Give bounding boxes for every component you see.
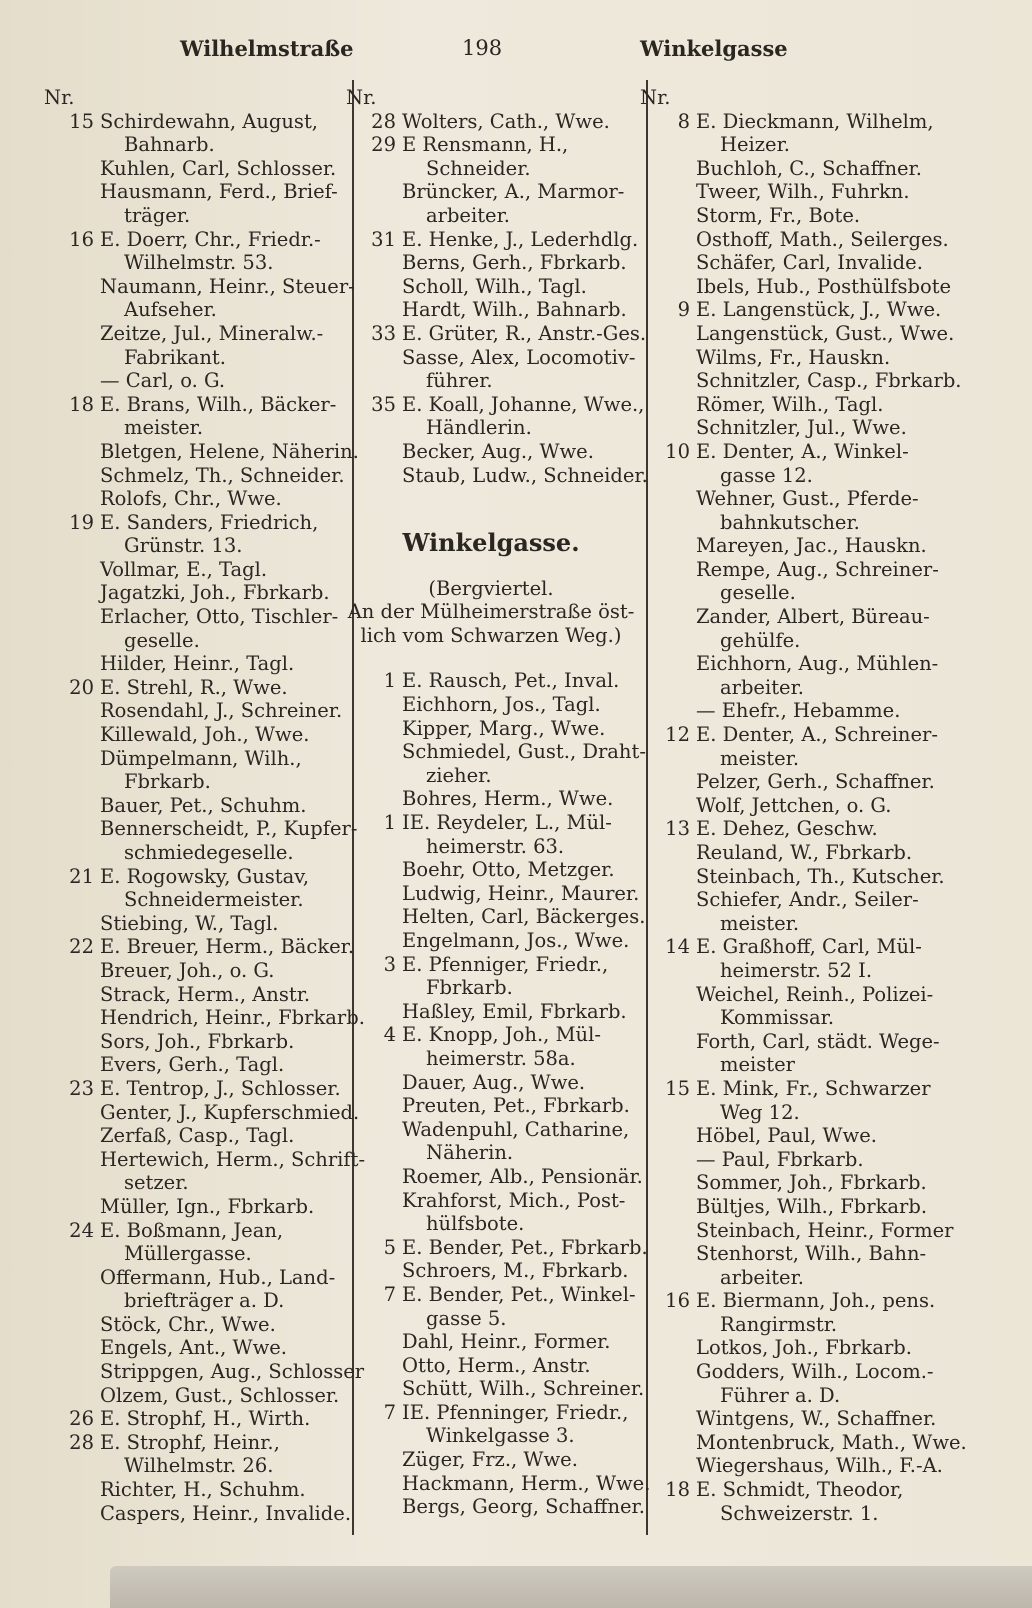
entry-text: E. Denter, A., Schreiner- [696, 723, 938, 747]
house-number: 7 [383, 1282, 396, 1306]
entry-continuation: Heizer. [720, 133, 790, 157]
entry-text: IE. Reydeler, L., Mül- [402, 811, 612, 835]
resident-entry: Dümpelmann, Wilh., [100, 746, 302, 770]
resident-entry: Lotkos, Joh., Fbrkarb. [696, 1336, 912, 1360]
entry-continuation: geselle. [720, 581, 796, 605]
resident-entry: Buchloh, C., Schaffner. [696, 156, 922, 180]
entry-continuation: Näherin. [426, 1141, 514, 1165]
resident-entry: Jagatzki, Joh., Fbrkarb. [100, 581, 330, 605]
entry-continuation: Fbrkarb. [124, 770, 211, 794]
entry-continuation: gasse 12. [720, 463, 813, 487]
entry-text: E. Rogowsky, Gustav, [100, 864, 310, 888]
resident-entry: Otto, Herm., Anstr. [402, 1353, 591, 1377]
resident-entry: Wolf, Jettchen, o. G. [696, 793, 892, 817]
directory-entry [40, 676, 345, 700]
entry-text: E. Doerr, Chr., Friedr.- [100, 227, 321, 251]
entry-continuation: heimerstr. 63. [426, 834, 565, 858]
house-number: 15 [69, 109, 94, 133]
entry-text: E. Strophf, H., Wirth. [100, 1407, 311, 1431]
directory-entry [40, 228, 345, 252]
resident-entry: Krahforst, Mich., Post- [402, 1188, 626, 1212]
resident-entry: Hardt, Wilh., Bahnarb. [402, 298, 627, 322]
resident-entry: Schiefer, Andr., Seiler- [696, 888, 919, 912]
resident-entry: Schütt, Wilh., Schreiner. [402, 1377, 645, 1401]
resident-entry: Wehner, Gust., Pferde- [696, 487, 919, 511]
directory-entry [342, 953, 640, 977]
entry-continuation: Weg 12. [720, 1100, 800, 1124]
resident-entry: Helten, Carl, Bäckerges. [402, 905, 646, 929]
resident-entry: Osthoff, Math., Seilerges. [696, 227, 949, 251]
spacer [342, 487, 640, 509]
entry-continuation: Aufseher. [124, 298, 217, 322]
entry-text: E. Bender, Pet., Winkel- [402, 1282, 636, 1306]
entry-continuation: arbeiter. [720, 675, 804, 699]
resident-entry: Bültjes, Wilh., Fbrkarb. [696, 1194, 928, 1218]
resident-entry: Mareyen, Jac., Hauskn. [696, 534, 927, 558]
house-number: 7 [383, 1400, 396, 1424]
resident-entry: Zerfaß, Casp., Tagl. [100, 1124, 295, 1148]
entry-continuation: Schweizerstr. 1. [720, 1501, 879, 1525]
house-number: 12 [665, 723, 690, 747]
resident-entry: — Ehefr., Hebamme. [696, 699, 901, 723]
resident-entry: Evers, Gerh., Tagl. [100, 1053, 285, 1077]
entry-text: E. Koall, Johanne, Wwe., [402, 392, 645, 416]
resident-entry: Zeitze, Jul., Mineralw.- [100, 321, 324, 345]
resident-entry: Montenbruck, Math., Wwe. [696, 1430, 967, 1454]
resident-entry: Reuland, W., Fbrkarb. [696, 841, 913, 864]
resident-entry: Steinbach, Heinr., Former [696, 1218, 954, 1242]
entry-continuation: Bahnarb. [124, 133, 215, 157]
resident-entry: Storm, Fr., Bote. [696, 203, 861, 227]
street-description: An der Mülheimerstraße öst- [347, 600, 635, 624]
entry-text: E. Dehez, Geschw. [696, 817, 878, 841]
directory-entry [636, 110, 946, 134]
directory-entry [40, 511, 345, 535]
entry-text: E. Sanders, Friedrich, [100, 510, 319, 534]
directory-entry [40, 1219, 345, 1243]
directory-entry [342, 1401, 640, 1425]
house-number: 35 [371, 392, 396, 416]
directory-entry [342, 1283, 640, 1307]
resident-entry: Berns, Gerh., Fbrkarb. [402, 251, 627, 275]
directory-entry [40, 865, 345, 889]
resident-entry: Bennerscheidt, P., Kupfer- [100, 817, 358, 841]
entry-continuation: gasse 5. [426, 1306, 507, 1330]
column-nr-heading: Nr. [44, 86, 75, 109]
resident-entry: Strack, Herm., Anstr. [100, 982, 311, 1006]
entry-continuation: Wilhelmstr. 26. [124, 1454, 274, 1478]
entry-continuation: briefträger a. D. [124, 1289, 285, 1313]
resident-entry: Wiegershaus, Wilh., F.-A. [696, 1454, 943, 1478]
running-head-right: Winkelgasse [640, 36, 788, 61]
resident-entry: Naumann, Heinr., Steuer- [100, 274, 355, 298]
directory-entry [636, 935, 946, 959]
resident-entry: Roemer, Alb., Pensionär. [402, 1164, 643, 1188]
resident-entry: Engels, Ant., Wwe. [100, 1336, 288, 1360]
house-number: 8 [677, 109, 690, 133]
entry-text: E. Pfenniger, Friedr., [402, 952, 609, 976]
entry-continuation: arbeiter. [720, 1265, 804, 1289]
resident-entry: Hendrich, Heinr., Fbrkarb. [100, 1006, 365, 1030]
house-number: 1 [383, 669, 396, 693]
entry-continuation: Schneidermeister. [124, 888, 304, 912]
column-3 [636, 86, 967, 1525]
entry-continuation: heimerstr. 52 I. [720, 958, 873, 982]
entry-text: E. Strophf, Heinr., [100, 1430, 280, 1454]
entry-text: E. Schmidt, Theodor, [696, 1478, 904, 1502]
resident-entry: Staub, Ludw., Schneider. [402, 463, 648, 487]
resident-entry: Rosendahl, J., Schreiner. [100, 699, 343, 723]
resident-entry: Sors, Joh., Fbrkarb. [100, 1029, 295, 1053]
entry-text: E. Strehl, R., Wwe. [100, 675, 288, 699]
entry-continuation: träger. [124, 203, 191, 227]
street-heading: Winkelgasse. [402, 528, 580, 558]
street-description: lich vom Schwarzen Weg.) [360, 623, 622, 647]
resident-entry: Richter, H., Schuhm. [100, 1478, 306, 1502]
house-number: 19 [69, 510, 94, 534]
column-2-top-entries [342, 86, 648, 487]
resident-entry: Kuhlen, Carl, Schlosser. [100, 156, 337, 180]
directory-entry [636, 298, 946, 322]
house-number: 24 [69, 1218, 94, 1242]
resident-entry: Tweer, Wilh., Fuhrkn. [696, 180, 910, 204]
resident-entry: Bergs, Georg, Schaffner. [402, 1495, 645, 1519]
house-number: 28 [371, 109, 396, 133]
resident-entry: Pelzer, Gerh., Schaffner. [696, 770, 935, 794]
resident-entry: Brüncker, A., Marmor- [402, 180, 625, 204]
entry-continuation: meister. [720, 746, 800, 770]
resident-entry: Rolofs, Chr., Wwe. [100, 487, 282, 511]
entry-continuation: meister. [720, 911, 800, 935]
running-head-left: Wilhelmstraße [180, 36, 354, 61]
page-edge-shadow [110, 1566, 1032, 1608]
resident-entry: Genter, J., Kupferschmied. [100, 1100, 360, 1124]
house-number: 20 [69, 675, 94, 699]
directory-entry [40, 1407, 345, 1431]
house-number: 13 [665, 817, 690, 841]
entry-continuation: Fabrikant. [124, 345, 226, 369]
entry-continuation: Wilhelmstr. 53. [124, 251, 274, 275]
house-number: 18 [665, 1478, 690, 1502]
directory-entry [342, 669, 640, 693]
resident-entry: Ibels, Hub., Posthülfsbote [696, 274, 952, 298]
spacer [342, 647, 640, 669]
house-number: 4 [383, 1023, 396, 1047]
entry-continuation: Müllergasse. [124, 1242, 252, 1266]
entry-continuation: führer. [426, 369, 493, 393]
directory-entry [636, 1077, 946, 1101]
entry-continuation: meister [720, 1053, 795, 1077]
entry-continuation: arbeiter. [426, 203, 510, 227]
resident-entry: Erlacher, Otto, Tischler- [100, 605, 339, 629]
resident-entry: Hausmann, Ferd., Brief- [100, 180, 338, 204]
directory-entry [40, 935, 355, 959]
entry-text: E. Langenstück, J., Wwe. [696, 298, 942, 322]
resident-entry: Sommer, Joh., Fbrkarb. [696, 1171, 927, 1195]
house-number: 31 [371, 227, 396, 251]
entry-text: E. Knopp, Joh., Mül- [402, 1023, 601, 1047]
entry-text: E. Dieckmann, Wilhelm, [696, 109, 934, 133]
resident-entry: Hackmann, Herm., Wwe. [402, 1471, 651, 1495]
directory-entry [342, 1023, 640, 1047]
house-number: 3 [383, 952, 396, 976]
resident-entry: Ludwig, Heinr., Maurer. [402, 881, 640, 905]
directory-entry [342, 133, 640, 157]
entry-continuation: meister. [124, 416, 204, 440]
house-number: 18 [69, 392, 94, 416]
directory-entry [40, 1077, 345, 1101]
entry-text: E Rensmann, H., [402, 133, 569, 157]
resident-entry: Höbel, Paul, Wwe. [696, 1124, 877, 1148]
entry-continuation: Schneider. [426, 156, 531, 180]
house-number: 23 [69, 1076, 94, 1100]
entry-text: E. Biermann, Joh., pens. [696, 1289, 936, 1313]
directory-entry [40, 1431, 345, 1455]
resident-entry: Schroers, M., Fbrkarb. [402, 1259, 629, 1283]
house-number: 15 [665, 1076, 690, 1100]
resident-entry: Engelmann, Jos., Wwe. [402, 929, 630, 952]
resident-entry: Godders, Wilh., Locom.- [696, 1360, 934, 1384]
directory-entry [342, 392, 645, 417]
house-number: 16 [665, 1289, 690, 1313]
directory-entry [636, 1478, 946, 1502]
resident-entry: Boehr, Otto, Metzger. [402, 858, 615, 882]
resident-entry: Rempe, Aug., Schreiner- [696, 557, 939, 581]
directory-entry [636, 440, 946, 464]
column-2 [342, 86, 651, 1519]
resident-entry: Offermann, Hub., Land- [100, 1265, 336, 1289]
entry-text: Schirdewahn, August, [100, 109, 318, 133]
resident-entry: Wintgens, W., Schaffner. [696, 1407, 937, 1431]
resident-entry: Schäfer, Carl, Invalide. [696, 251, 923, 275]
directory-entry [342, 321, 647, 346]
house-number: 26 [69, 1407, 94, 1431]
directory-entry [40, 393, 345, 417]
resident-entry: Hilder, Heinr., Tagl. [100, 652, 295, 676]
house-number: 9 [677, 298, 690, 322]
page-number: 198 [462, 36, 503, 60]
resident-entry: Sasse, Alex, Locomotiv- [402, 345, 636, 369]
entry-continuation: zieher. [426, 763, 492, 787]
entry-text: E. Boßmann, Jean, [100, 1218, 284, 1242]
house-number: 22 [69, 935, 94, 959]
resident-entry: Weichel, Reinh., Polizei- [696, 982, 934, 1006]
resident-entry: Schnitzler, Jul., Wwe. [696, 416, 907, 440]
entry-continuation: Grünstr. 13. [124, 534, 243, 558]
entry-text: E. Rausch, Pet., Inval. [402, 669, 620, 693]
resident-entry: Eichhorn, Jos., Tagl. [402, 693, 601, 717]
house-number: 21 [69, 864, 94, 888]
directory-entry [342, 1235, 648, 1260]
directory-entry [342, 228, 640, 252]
entry-text: E. Breuer, Herm., Bäcker. [100, 935, 355, 959]
resident-entry: Killewald, Joh., Wwe. [100, 723, 310, 747]
resident-entry: Steinbach, Th., Kutscher. [696, 864, 945, 888]
resident-entry: — Carl, o. G. [100, 369, 226, 393]
resident-entry: Scholl, Wilh., Tagl. [402, 274, 587, 298]
entry-text: E. Brans, Wilh., Bäcker- [100, 392, 337, 416]
resident-entry: Haßley, Emil, Fbrkarb. [402, 999, 627, 1023]
column-1 [40, 86, 366, 1525]
directory-entry [342, 110, 640, 134]
house-number: 5 [383, 1235, 396, 1259]
resident-entry: Zander, Albert, Büreau- [696, 605, 930, 629]
entry-continuation: Winkelgasse 3. [426, 1424, 575, 1448]
entry-continuation: bahnkutscher. [720, 510, 860, 534]
entry-continuation: geselle. [124, 628, 200, 652]
entry-text: E. Tentrop, J., Schlosser. [100, 1076, 341, 1100]
directory-entry [636, 817, 946, 841]
entry-continuation: setzer. [124, 1171, 189, 1195]
resident-entry: Bohres, Herm., Wwe. [402, 787, 614, 811]
entry-continuation: Fbrkarb. [426, 976, 513, 1000]
resident-entry: Züger, Frz., Wwe. [402, 1448, 578, 1472]
entry-text: E. Bender, Pet., Fbrkarb. [402, 1235, 648, 1259]
street-description: (Bergviertel. [428, 576, 554, 600]
house-number: 28 [69, 1430, 94, 1454]
house-number: 33 [371, 321, 396, 345]
directory-entry [636, 723, 946, 747]
resident-entry: Dahl, Heinr., Former. [402, 1330, 611, 1354]
entry-text: IE. Pfenninger, Friedr., [402, 1400, 629, 1424]
entry-continuation: hülfsbote. [426, 1212, 525, 1236]
entry-text: Wolters, Cath., Wwe. [402, 109, 610, 133]
resident-entry: Bletgen, Helene, Näherin. [100, 439, 359, 463]
entry-text: E. Grüter, R., Anstr.-Ges. [402, 321, 647, 345]
entry-continuation: schmiedegeselle. [124, 841, 294, 864]
resident-entry: Becker, Aug., Wwe. [402, 439, 594, 463]
house-number: 16 [69, 227, 94, 251]
resident-entry: Stiebing, W., Tagl. [100, 911, 279, 935]
entry-continuation: heimerstr. 58a. [426, 1046, 576, 1070]
resident-entry: Hertewich, Herm., Schrift- [100, 1147, 366, 1171]
resident-entry: Caspers, Heinr., Invalide. [100, 1501, 352, 1525]
directory-entry [636, 1289, 946, 1313]
resident-entry: Stenhorst, Wilh., Bahn- [696, 1242, 927, 1266]
resident-entry: Breuer, Joh., o. G. [100, 958, 275, 982]
column-nr-heading: Nr. [346, 86, 377, 109]
entry-text: E. Denter, A., Winkel- [696, 439, 909, 463]
entry-continuation: Führer a. D. [720, 1383, 841, 1407]
resident-entry: Olzem, Gust., Schlosser. [100, 1383, 340, 1407]
resident-entry: Wilms, Fr., Hauskn. [696, 345, 891, 369]
entry-continuation: Kommissar. [720, 1006, 835, 1030]
resident-entry: Kipper, Marg., Wwe. [402, 716, 606, 740]
entry-text: E. Graßhoff, Carl, Mül- [696, 935, 922, 959]
resident-entry: Schnitzler, Casp., Fbrkarb. [696, 369, 962, 393]
directory-entry [40, 110, 345, 134]
resident-entry: Schmiedel, Gust., Draht- [402, 740, 646, 764]
resident-entry: Römer, Wilh., Tagl. [696, 392, 884, 416]
resident-entry: Müller, Ign., Fbrkarb. [100, 1194, 315, 1218]
entry-text: E. Henke, J., Lederhdlg. [402, 227, 639, 251]
resident-entry: Strippgen, Aug., Schlosser [100, 1360, 365, 1384]
resident-entry: Eichhorn, Aug., Mühlen- [696, 652, 939, 676]
resident-entry: Wadenpuhl, Catharine, [402, 1117, 630, 1141]
house-number: 10 [665, 439, 690, 463]
resident-entry: Vollmar, E., Tagl. [100, 557, 268, 581]
resident-entry: Langenstück, Gust., Wwe. [696, 321, 955, 345]
column-2-bottom-entries [342, 669, 651, 1519]
resident-entry: Preuten, Pet., Fbrkarb. [402, 1094, 630, 1118]
resident-entry: Bauer, Pet., Schuhm. [100, 793, 307, 817]
house-number: 1 [383, 811, 396, 835]
entry-continuation: Rangirmstr. [720, 1312, 838, 1336]
entry-continuation: Händlerin. [426, 416, 532, 440]
house-number: 14 [665, 935, 690, 959]
resident-entry: Forth, Carl, städt. Wege- [696, 1029, 940, 1053]
entry-text: E. Mink, Fr., Schwarzer [696, 1076, 931, 1100]
resident-entry: Schmelz, Th., Schneider. [100, 463, 345, 487]
house-number: 29 [371, 133, 396, 157]
column-nr-heading: Nr. [640, 86, 671, 109]
resident-entry: Dauer, Aug., Wwe. [402, 1070, 586, 1094]
resident-entry: — Paul, Fbrkarb. [696, 1147, 864, 1171]
resident-entry: Stöck, Chr., Wwe. [100, 1312, 276, 1336]
entry-continuation: gehülfe. [720, 628, 801, 652]
directory-entry [342, 811, 640, 835]
